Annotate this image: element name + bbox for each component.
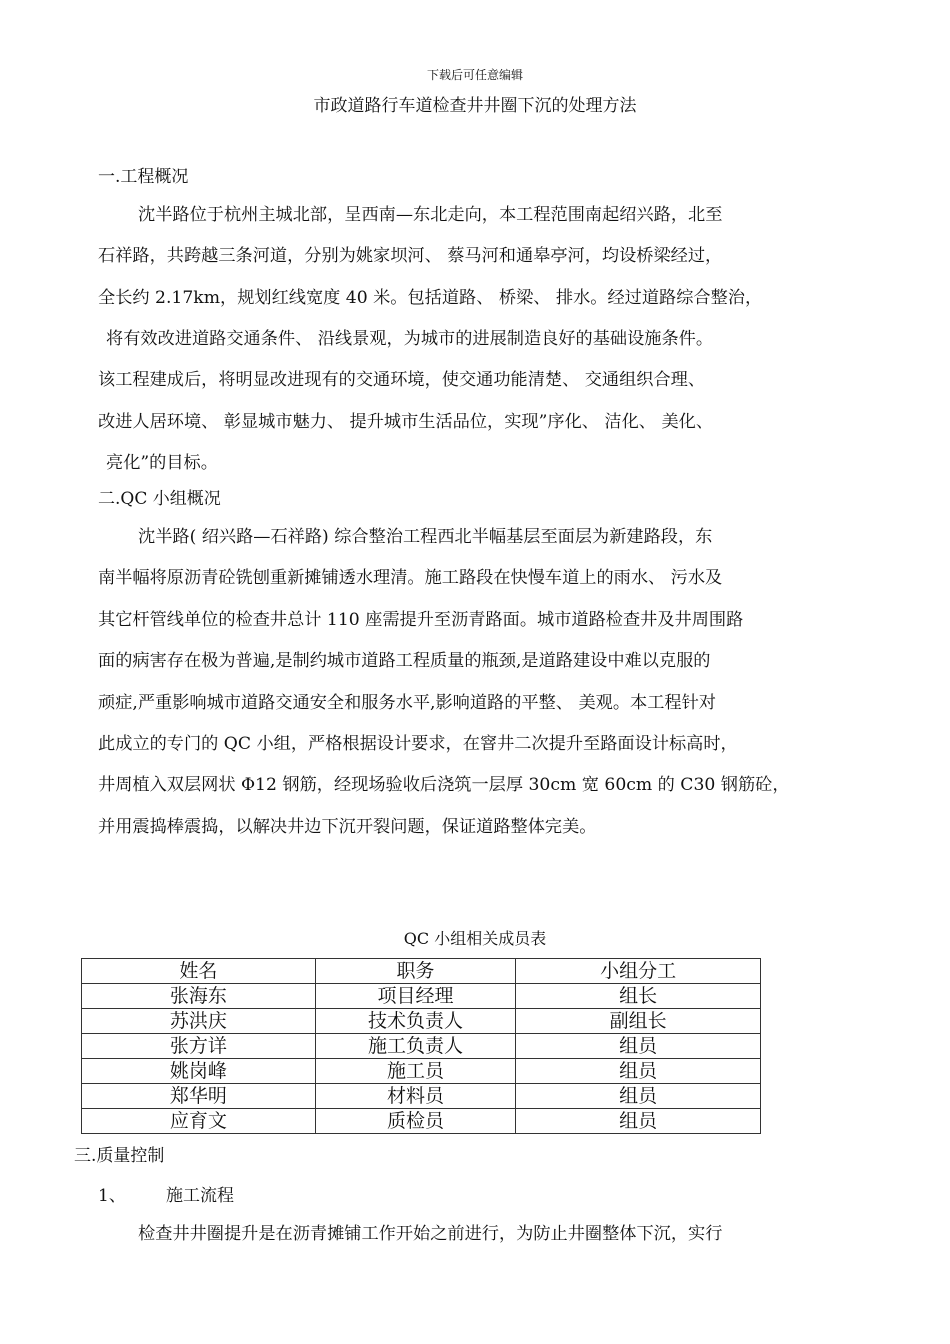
paragraph-line: 其它杆管线单位的检查井总计 110 座需提升至沥青路面。城市道路检查井及井周围路 (98, 610, 744, 630)
header-role: 小组分工 (516, 959, 761, 984)
table-row (82, 984, 761, 1009)
cell-position: 施工员 (315, 1059, 516, 1084)
table-row (82, 1034, 761, 1059)
cell-name: 姚岗峰 (82, 1059, 316, 1084)
header-position: 职务 (315, 959, 516, 984)
paragraph-line: 南半幅将原沥青砼铣刨重新摊铺透水理清。施工路段在快慢车道上的雨水、 污水及 (98, 568, 723, 588)
cell-name: 张海东 (82, 984, 316, 1009)
subsection-number: 1、 (98, 1186, 126, 1206)
paragraph-line: 亮化”的目标。 (106, 453, 218, 473)
paragraph-line: 沈半路( 绍兴路—石祥路) 综合整治工程西北半幅基层至面层为新建路段，东 (138, 527, 713, 547)
header-note: 下载后可任意编辑 (426, 68, 523, 82)
table-caption: QC 小组相关成员表 (403, 929, 547, 948)
section-heading-quality-control: 三.质量控制 (74, 1146, 165, 1166)
cell-name: 应育文 (82, 1109, 316, 1134)
section-heading-qc-group: 二.QC 小组概况 (98, 489, 221, 509)
cell-role: 组员 (516, 1109, 761, 1134)
paragraph-line: 并用震捣棒震捣，以解决井边下沉开裂问题，保证道路整体完美。 (98, 817, 597, 837)
cell-role: 副组长 (516, 1009, 761, 1034)
cell-position: 技术负责人 (315, 1009, 516, 1034)
cell-position: 材料员 (315, 1084, 516, 1109)
cell-role: 组员 (516, 1034, 761, 1059)
paragraph-line: 该工程建成后，将明显改进现有的交通环境，使交通功能清楚、 交通组织合理、 (98, 370, 706, 390)
members-table (81, 958, 761, 1134)
header-name: 姓名 (82, 959, 316, 984)
paragraph-line: 面的病害存在极为普遍,是制约城市道路工程质量的瓶颈,是道路建设中难以克服的 (98, 651, 711, 671)
cell-position: 项目经理 (315, 984, 516, 1009)
subsection-title: 施工流程 (166, 1186, 234, 1206)
paragraph-line: 此成立的专门的 QC 小组，严格根据设计要求，在窨井二次提升至路面设计标高时， (98, 734, 738, 754)
paragraph-line: 顽症,严重影响城市道路交通安全和服务水平,影响道路的平整、 美观。本工程针对 (98, 693, 716, 713)
paragraph-line: 将有效改进道路交通条件、 沿线景观，为城市的进展制造良好的基础设施条件。 (106, 329, 714, 349)
table-header-row (82, 959, 761, 984)
paragraph-line: 石祥路，共跨越三条河道，分别为姚家坝河、 蔡马河和通皋亭河，均设桥梁经过， (98, 246, 723, 266)
cell-position: 质检员 (315, 1109, 516, 1134)
cell-role: 组员 (516, 1084, 761, 1109)
paragraph-line: 沈半路位于杭州主城北部，呈西南—东北走向，本工程范围南起绍兴路，北至 (138, 205, 723, 225)
table-row (82, 1084, 761, 1109)
table-row (82, 1009, 761, 1034)
cell-role: 组长 (516, 984, 761, 1009)
cell-name: 郑华明 (82, 1084, 316, 1109)
table-row (82, 1059, 761, 1084)
section-heading-overview: 一.工程概况 (98, 167, 189, 187)
cell-position: 施工负责人 (315, 1034, 516, 1059)
paragraph-line: 井周植入双层网状 Φ12 钢筋，经现场验收后浇筑一层厚 30cm 宽 60cm 的 C30 钢筋砼， (98, 775, 790, 795)
cell-role: 组员 (516, 1059, 761, 1084)
paragraph-line: 全长约 2.17km，规划红线宽度 40 米。包括道路、 桥梁、 排水。经过道路综合整治， (98, 288, 763, 308)
cell-name: 张方详 (82, 1034, 316, 1059)
document-title: 市政道路行车道检查井井圈下沉的处理方法 (313, 96, 637, 116)
paragraph-line: 改进人居环境、 彰显城市魅力、 提升城市生活品位，实现”序化、 洁化、 美化、 (98, 412, 714, 432)
paragraph-line: 检查井井圈提升是在沥青摊铺工作开始之前进行，为防止井圈整体下沉，实行 (138, 1224, 723, 1244)
cell-name: 苏洪庆 (82, 1009, 316, 1034)
table-row (82, 1109, 761, 1134)
